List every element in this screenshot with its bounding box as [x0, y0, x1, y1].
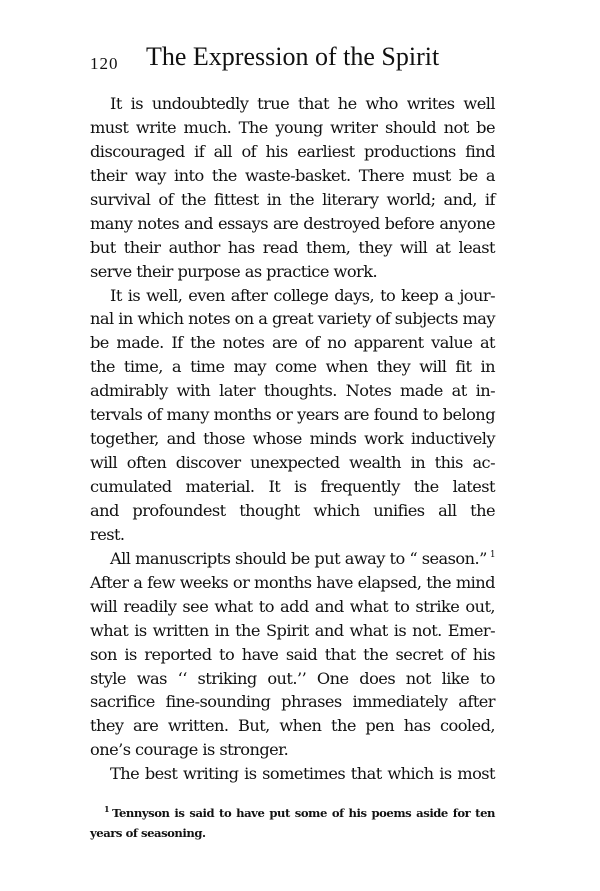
text-line: one’s courage is stronger. — [90, 740, 289, 760]
text-line: the time, a time may come when they will fit in — [90, 357, 495, 377]
text-line: nal in which notes on a great variety of subjects may — [90, 309, 495, 329]
text-line: but their author has read them, they will at least — [90, 237, 495, 257]
footnote-reference[interactable]: 1 — [489, 550, 495, 561]
text-line: The best writing is sometimes that which is most — [110, 764, 495, 784]
text-line: sacrifice fine-sounding phrases immediately after — [90, 692, 495, 712]
text-line: together, and those whose minds work inductively — [90, 429, 495, 449]
text-line: After a few weeks or months have elapsed, the mind — [90, 572, 495, 592]
text-line-with-footnote — [90, 547, 495, 571]
text-line: It is well, even after college days, to keep a jour- — [110, 285, 495, 305]
paragraph — [90, 547, 495, 762]
footnote-line: years of seasoning. — [90, 826, 206, 840]
text-line: what is written in the Spirit and what is not. Emer- — [90, 620, 495, 640]
text-line: their way into the waste-basket. There must be a — [90, 165, 495, 185]
body-text — [90, 92, 495, 786]
footnote-line — [90, 803, 495, 823]
text-line-content: All manuscripts should be put away to “ season.” — [110, 548, 487, 568]
paragraph — [90, 284, 495, 547]
footnote-text: Tennyson is said to have put some of his poems aside for ten — [112, 806, 495, 820]
text-line: they are written. But, when the pen has cooled, — [90, 716, 495, 736]
text-line: It is undoubtedly true that he who writes well — [110, 94, 495, 113]
paragraph — [90, 762, 495, 786]
text-line: style was ‘‘ striking out.’’ One does not like to — [90, 668, 495, 688]
text-line: will readily see what to add and what to strike out, — [90, 596, 495, 616]
page-number: 120 — [90, 54, 119, 73]
running-title: The Expression of the Spirit — [146, 42, 440, 71]
text-line: and profoundest thought which unifies all the — [90, 500, 495, 520]
text-line: son is reported to have said that the secret of his — [90, 644, 495, 664]
text-line: will often discover unexpected wealth in this ac- — [90, 453, 495, 473]
text-line: rest. — [90, 524, 125, 544]
footnote-marker: 1 — [104, 804, 110, 815]
text-line: cumulated material. It is frequently the latest — [90, 477, 495, 496]
text-line: discouraged if all of his earliest productions find — [90, 141, 495, 161]
text-line: must write much. The young writer should not be — [90, 117, 495, 137]
page-header — [90, 42, 510, 82]
paragraph — [90, 92, 495, 284]
footnote — [90, 803, 495, 843]
text-line: be made. If the notes are of no apparent value at — [90, 333, 495, 353]
text-line: admirably with later thoughts. Notes made at in- — [90, 381, 495, 401]
text-line: survival of the fittest in the literary world; and, if — [90, 189, 495, 209]
text-line: many notes and essays are destroyed before anyone — [90, 213, 495, 233]
text-line: tervals of many months or years are found to belong — [90, 405, 495, 425]
text-line: serve their purpose as practice work. — [90, 261, 378, 281]
